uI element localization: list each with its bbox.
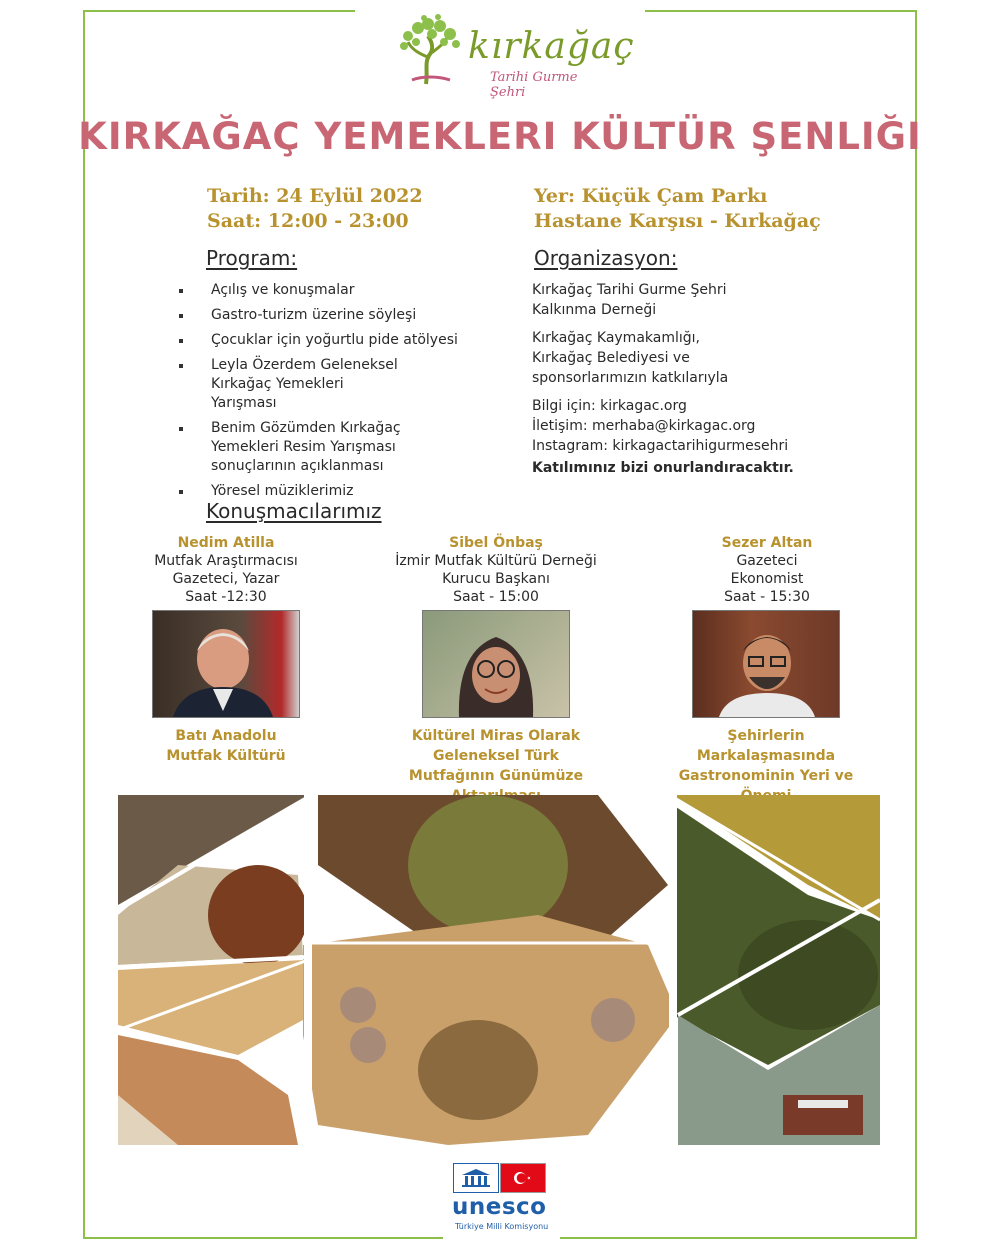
frame-top-left <box>83 10 355 12</box>
organization-org2: Kırkağaç Kaymakamlığı, Kırkağaç Belediyesi ve sponsorlarımızın katkılarıyla <box>532 330 729 386</box>
speaker-name: Sibel Önbaş <box>449 535 543 551</box>
collage-piece <box>798 1100 848 1108</box>
program-item: Benim Gözümden Kırkağaç Yemekleri Resim Yarışması sonuçlarının açıklanması <box>179 419 421 476</box>
unesco-temple-icon <box>453 1163 499 1193</box>
logo-name: kırkağaç <box>468 26 635 67</box>
frame-bottom-left <box>83 1237 443 1239</box>
speaker-role: Gazeteci, Yazar <box>172 571 280 587</box>
collage-piece <box>350 1027 386 1063</box>
speaker-time: Saat -12:30 <box>185 589 267 605</box>
event-date: Tarih: 24 Eylül 2022 <box>207 185 423 207</box>
logo-tagline: Tarihi Gurme Şehri <box>490 70 578 100</box>
speaker-time: Saat - 15:00 <box>453 589 539 605</box>
event-place-detail: Hastane Karşısı - Kırkağaç <box>534 210 821 232</box>
speaker-talk-title: Kültürel Miras Olarak Geleneksel Türk Mutfağının Günümüze <box>408 728 584 784</box>
speaker-time: Saat - 15:30 <box>724 589 810 605</box>
speaker-talk-title: Şehirlerin Markalaşmasında Gastronominin Yeri ve <box>678 728 854 784</box>
speaker-name: Nedim Atilla <box>177 535 275 551</box>
frame-bottom-right <box>560 1237 917 1239</box>
speaker-role: Mutfak Araştırmacısı <box>154 553 298 569</box>
instagram-link[interactable]: Instagram: kirkagactarihigurmesehri <box>532 438 789 454</box>
program-heading: Program: <box>206 246 298 270</box>
collage-piece <box>591 998 635 1042</box>
unesco-wordmark: unesco <box>452 1194 547 1220</box>
speaker-card <box>667 534 867 606</box>
speaker-role: Gazeteci <box>736 553 798 569</box>
program-list <box>179 281 469 507</box>
collage-piece <box>738 920 878 1030</box>
info-link[interactable]: Bilgi için: kirkagac.org <box>532 398 687 414</box>
logo <box>398 14 635 100</box>
tree-icon <box>398 14 464 86</box>
program-item: Çocuklar için yoğurtlu pide atölyesi <box>179 331 469 350</box>
organization-contact <box>532 396 802 456</box>
frame-right <box>915 10 917 1238</box>
speaker-card <box>376 534 616 606</box>
program-item: Yöresel müziklerimiz <box>179 482 469 501</box>
speaker-talk-title: Batı Anadolu Mutfak Kültürü <box>166 728 286 764</box>
collage-piece <box>408 795 568 935</box>
event-place: Yer: Küçük Çam Parkı <box>534 185 768 207</box>
page-title: KIRKAĞAÇ YEMEKLERI KÜLTÜR ŞENLIĞI <box>78 115 922 158</box>
organization-heading: Organizasyon: <box>534 246 678 270</box>
speakers-heading: Konuşmacılarımız <box>206 499 382 523</box>
speaker-card <box>126 534 326 606</box>
program-item: Gastro-turizm üzerine söyleşi <box>179 306 469 325</box>
speaker-name: Sezer Altan <box>721 535 813 551</box>
speaker-photo <box>152 610 300 718</box>
frame-left <box>83 10 85 1238</box>
speaker-role: Ekonomist <box>730 571 804 587</box>
food-photo-collage <box>118 795 880 1145</box>
turkey-flag-icon <box>500 1163 546 1193</box>
speaker-role: İzmir Mutfak Kültürü Derneği <box>395 553 597 569</box>
organization-org1: Kırkağaç Tarihi Gurme Şehri Kalkınma Derneği <box>532 282 727 318</box>
program-item: Leyla Özerdem Geleneksel Kırkağaç Yemekleri Yarışması <box>179 356 411 413</box>
collage-piece <box>208 865 308 965</box>
frame-top-right <box>645 10 917 12</box>
contact-email[interactable]: İletişim: merhaba@kirkagac.org <box>532 418 756 434</box>
organization-block <box>532 280 802 486</box>
speaker-photo <box>692 610 840 718</box>
speaker-photo <box>422 610 570 718</box>
thanks-text: Katılımınız bizi onurlandıracaktır. <box>532 460 794 476</box>
collage-piece <box>418 1020 538 1120</box>
speaker-role: Kurucu Başkanı <box>442 571 550 587</box>
event-time: Saat: 12:00 - 23:00 <box>207 210 409 232</box>
collage-piece <box>340 987 376 1023</box>
program-item: Açılış ve konuşmalar <box>179 281 469 300</box>
unesco-commission: Türkiye Milli Komisyonu <box>455 1222 549 1231</box>
